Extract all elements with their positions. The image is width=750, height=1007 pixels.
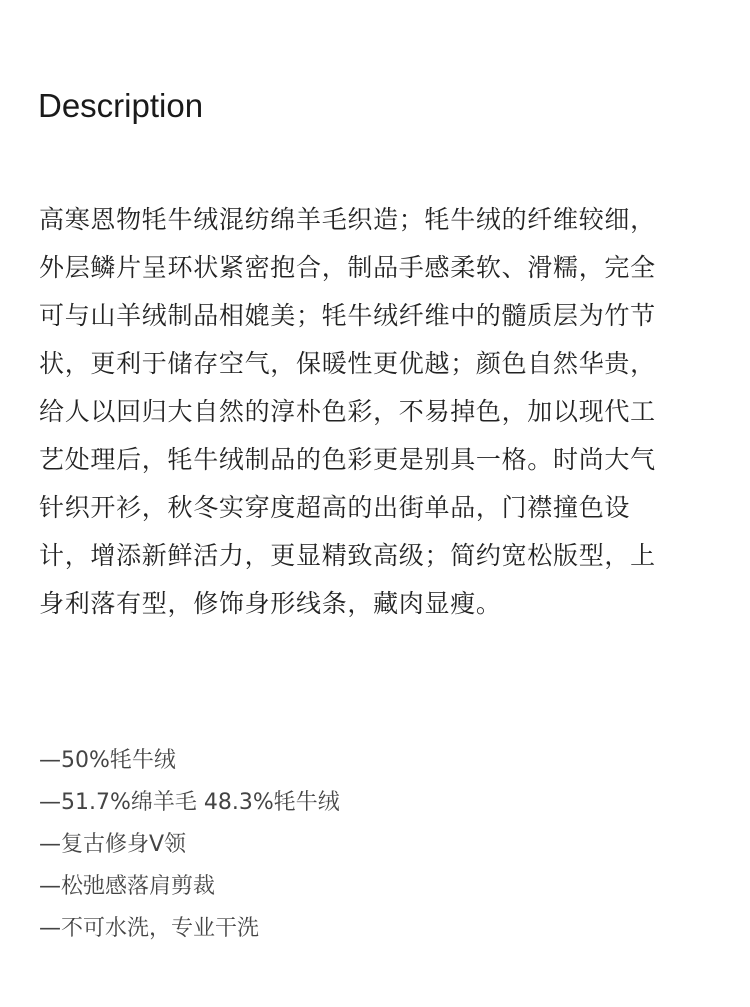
spec-item-care: —不可水洗，专业干洗 <box>39 916 260 941</box>
spec-item-composition-2: —51.7%绵羊毛 48.3%牦牛绒 <box>39 790 340 815</box>
spec-list <box>39 740 340 950</box>
spec-item-neckline: —复古修身V领 <box>39 832 187 857</box>
section-title: Description <box>38 87 204 124</box>
spec-item-composition-1: —50%牦牛绒 <box>39 748 176 773</box>
description-paragraph: 高寒恩物牦牛绒混纺绵羊毛织造；牦牛绒的纤维较细，外层鳞片呈环状紧密抱合，制品手感柔软、滑糯，完全可与山羊绒制品相媲美；牦牛绒纤维中的髓质层为竹节状，更利于储存空气，保暖性更优越；颜色自然华贵，给人以回归大自然的淳朴色彩，不易掉色，加以现代工艺处理后，牦牛绒制品的色彩更是别具一格。时尚大气针织开衫，秋冬实穿度超高的出街单品，门襟撞色设计，增添新鲜活力，更显精致高级；简约宽松版型，上身利落有型，修饰身形线条，藏肉显瘦。 <box>39 205 656 618</box>
spec-item-shoulder: —松弛感落肩剪裁 <box>39 874 216 899</box>
